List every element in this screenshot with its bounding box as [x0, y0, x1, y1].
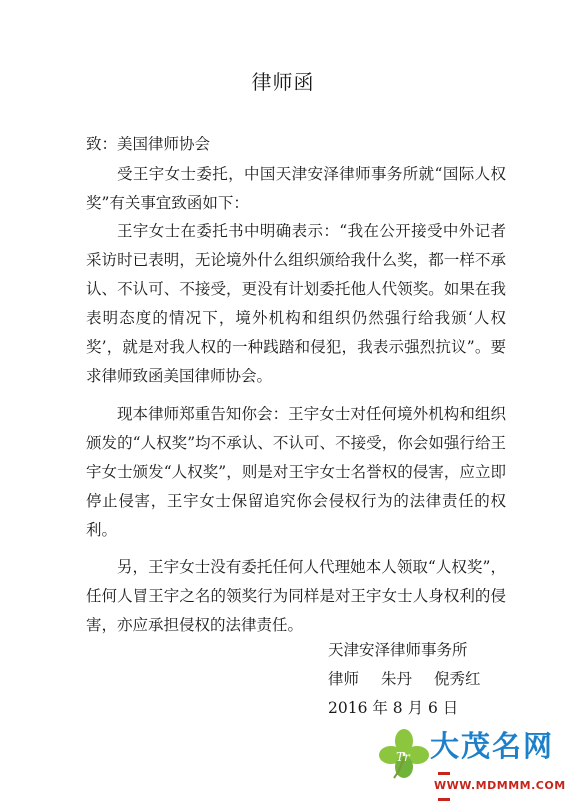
- url-bar-right: [438, 798, 450, 801]
- site-watermark: [378, 722, 566, 792]
- paragraph-4: 另，王宇女士没有委托任何人代理她本人领取“人权奖”，任何人冒王宇之名的领奖行为同样是对王宇女士人身权利的侵害，亦应承担侵权的法律责任。: [86, 558, 506, 634]
- letter-title: 律师函: [251, 70, 315, 94]
- signature-lawyer-1: 朱丹: [381, 670, 413, 688]
- url-bar-left: [438, 772, 450, 775]
- signature-date: 2016 年 8 月 6 日: [328, 699, 459, 717]
- paragraph-1: 受王宇女士委托，中国天津安泽律师事务所就“国际人权奖”有关事宜致函如下：: [86, 165, 506, 212]
- clover-logo-icon: [378, 728, 430, 780]
- signature-role: 律师: [328, 670, 360, 688]
- paragraph-3: 现本律师郑重告知你会：王宇女士对任何境外机构和组织颁发的“人权奖”均不承认、不认可、不接受，你会如强行给王宇女士颁发“人权奖”，则是对王宇女士名誉权的侵害，应立即停止侵害，王宇女士保留追究你会侵权行为的法律责任的权利。: [86, 405, 506, 539]
- signature-firm: 天津安泽律师事务所: [328, 641, 468, 659]
- signature-lawyer-2: 倪秀红: [434, 670, 481, 688]
- paragraph-2: 王宇女士在委托书中明确表示：“我在公开接受中外记者采访时已表明，无论境外什么组织颁给我什么奖，都一样不承认、不认可、不接受，更没有计划委托他人代领奖。如果在我表明态度的情况下，境外机构和组织仍然强行给我颁‘人权奖’，就是对我人权的一种践踏和侵犯，我表示强烈抗议”。要求律师致函美国律师协会。: [86, 222, 506, 385]
- signature-lawyers: [328, 665, 503, 694]
- watermark-url-text: WWW.MDMMM.COM: [434, 779, 566, 792]
- svg-text:Tr: Tr: [396, 750, 410, 764]
- watermark-title: 大茂名网: [430, 729, 555, 763]
- watermark-url: [434, 766, 566, 805]
- salutation: 致：美国律师协会: [86, 135, 211, 153]
